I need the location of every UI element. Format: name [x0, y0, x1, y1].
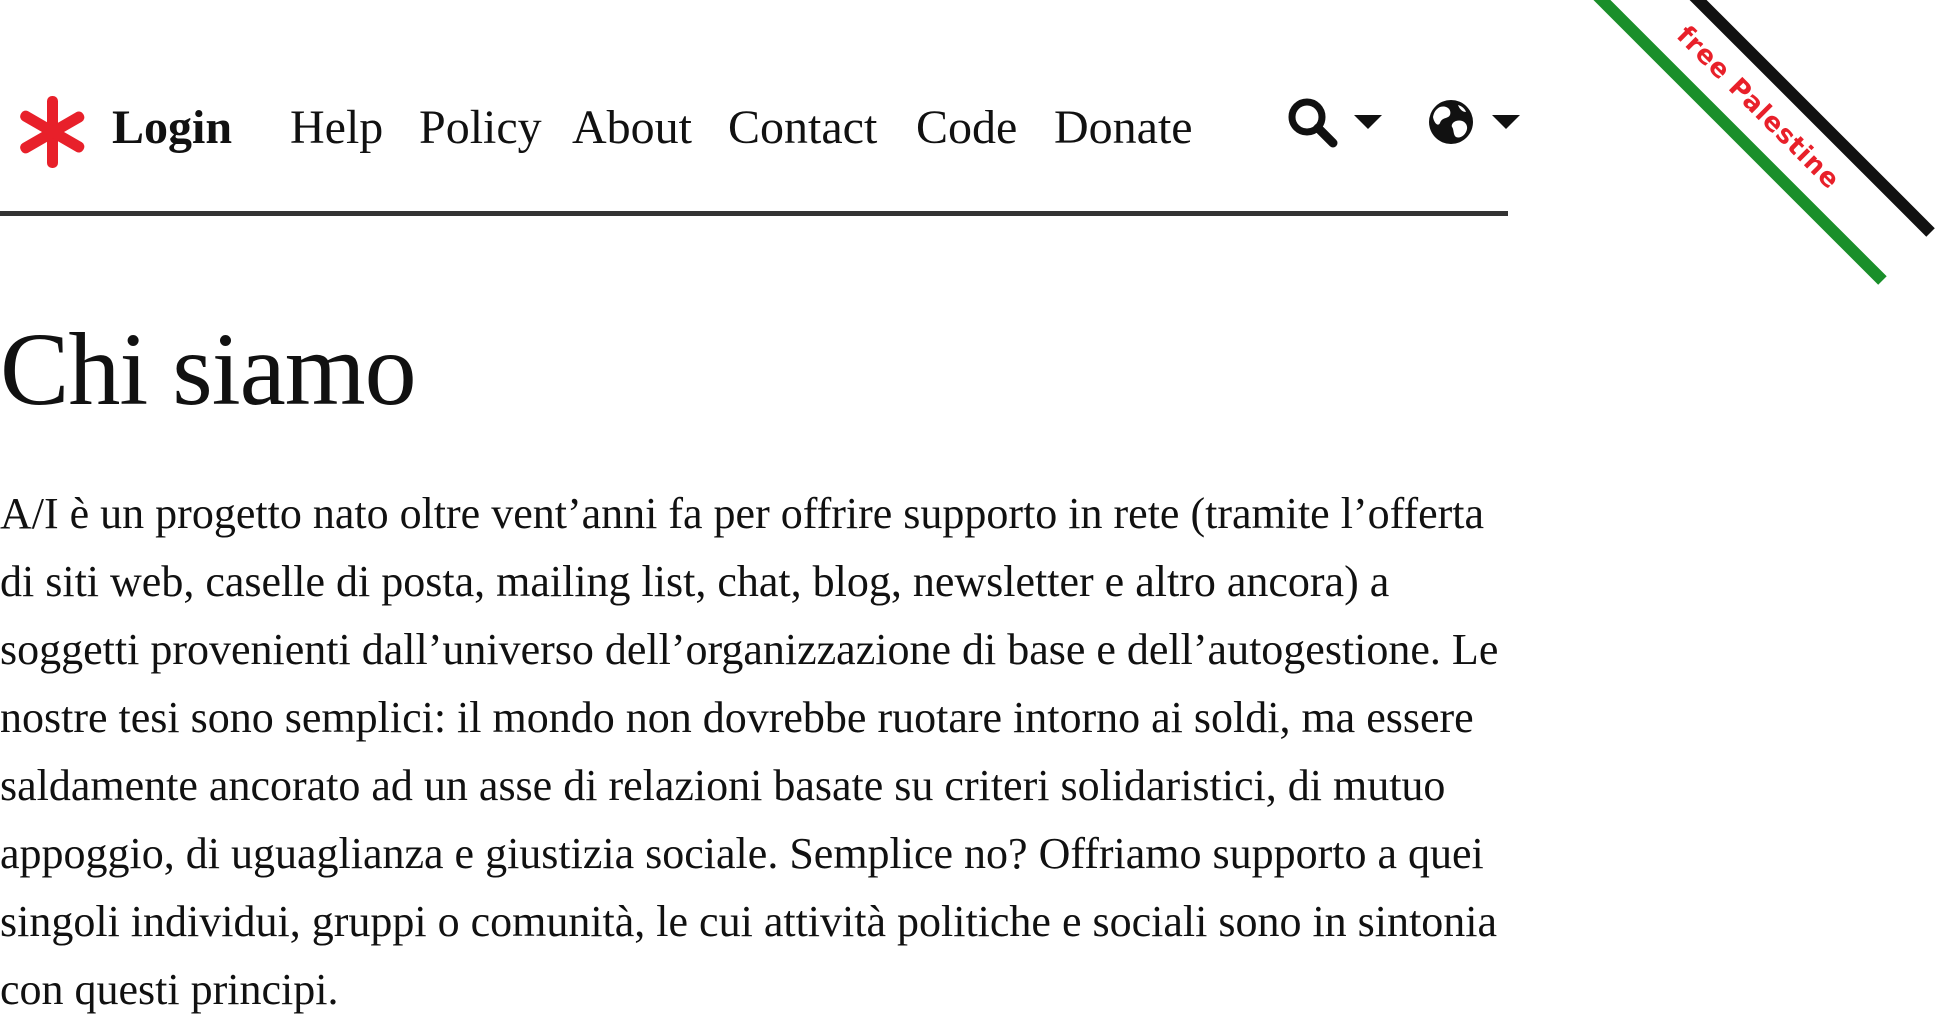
intro-paragraph: A/I è un progetto nato oltre vent’anni fa per offrire supporto in rete (tramite l’offerta di siti web, caselle di posta, mailing list, chat, blog, newsletter e altro ancora) a soggetti provenienti dall’universo dell’organizzazione di base e dell’autogestione. Le nostre tesi sono semplici: il mondo non dovrebbe ruotare intorno ai soldi, ma essere saldamente ancorato ad un asse di relazioni basate su criteri solidaristici, di mutuo appoggio, di uguaglianza e giustizia sociale. Semplice no? Offriamo supporto a quei singoli individui, gruppi o comunità, le cui attività politiche e sociali sono in sintonia con questi principi.: [0, 489, 1499, 1014]
nav-policy-link[interactable]: Policy: [419, 101, 542, 154]
page-title: Chi siamo: [0, 312, 416, 427]
main-content: [0, 300, 1520, 1024]
nav-contact-link[interactable]: Contact: [728, 101, 878, 154]
navbar: [0, 0, 1508, 216]
free-palestine-ribbon[interactable]: [1581, 0, 1935, 285]
chevron-down-icon: [1354, 115, 1382, 129]
search-dropdown[interactable]: [1286, 94, 1382, 150]
nav-about-link[interactable]: About: [572, 101, 692, 154]
ribbon-container: [1508, 0, 1846, 292]
nav-code-link[interactable]: Code: [916, 101, 1018, 154]
nav-donate-link[interactable]: Donate: [1054, 101, 1193, 154]
globe-icon: [1426, 97, 1476, 147]
nav-help-link[interactable]: Help: [290, 101, 384, 154]
search-icon: [1286, 96, 1338, 148]
ribbon-text: free Palestine: [1670, 20, 1846, 196]
language-dropdown[interactable]: [1426, 94, 1520, 150]
asterisk-icon[interactable]: [24, 92, 80, 172]
login-link[interactable]: Login: [112, 101, 233, 154]
